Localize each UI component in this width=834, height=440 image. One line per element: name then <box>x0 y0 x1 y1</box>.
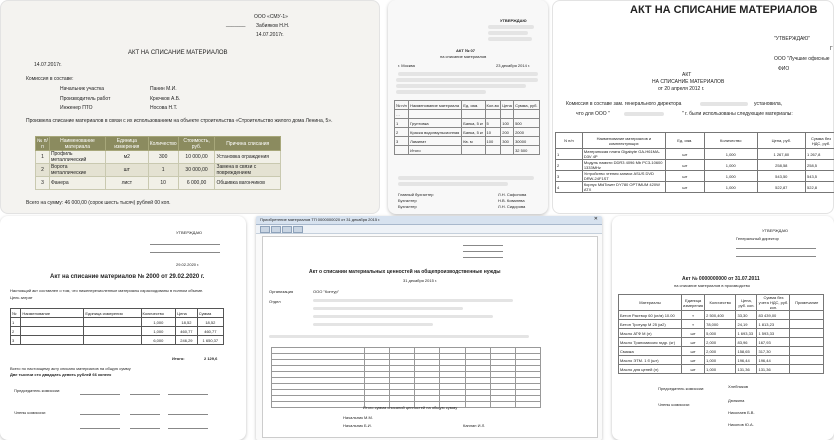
cell: 2 <box>36 164 50 177</box>
cell: 2,000 <box>705 347 736 356</box>
director-label: Генеральный директор <box>736 236 779 241</box>
cell: 1 693,33 <box>736 329 757 338</box>
table-row <box>619 338 824 347</box>
table-header: Материалы <box>619 295 682 311</box>
cell: шт <box>665 182 704 193</box>
cell: Масло ЭТМ. 1 б (шт) <box>619 356 682 365</box>
cell: 3 <box>11 336 21 345</box>
table-row <box>619 311 824 320</box>
toolbar <box>256 225 602 234</box>
table-header: Цена, руб. коп. <box>736 295 757 311</box>
image-result-5[interactable] <box>256 216 602 440</box>
cell: 33,30 <box>736 311 757 320</box>
installed-text: установила, <box>754 101 783 107</box>
total-value: 2 129,6 <box>204 356 218 361</box>
summary-text: Итого сумма списаний ценностей на общую сумму <box>363 405 458 410</box>
cell: 522,8 <box>806 182 834 193</box>
signer-name: Забияков Н.Н. <box>256 23 290 29</box>
table-header: Количество <box>141 309 176 318</box>
cell: 1,000 <box>704 160 757 171</box>
table-row <box>556 171 834 182</box>
signature-name: Начальник М.М. <box>343 415 373 420</box>
cell: Фанера <box>49 177 105 190</box>
copy-button[interactable] <box>282 226 292 233</box>
approve-date: 29.02.2020 г. <box>176 262 200 267</box>
cell: Ламинат <box>409 137 462 146</box>
cell: Материнская плата Gigabyte GA-H61MA-D3V 4P <box>582 149 665 160</box>
zoom-button[interactable] <box>293 226 303 233</box>
table-header: Единица измерения <box>682 295 705 311</box>
cell: 5 <box>485 119 501 128</box>
cell: 1 593,33 <box>757 329 790 338</box>
cell: 4 <box>556 182 583 193</box>
table-header: Ед. изм. <box>665 133 704 149</box>
doc-title: АКТ НА СПИСАНИЕ МАТЕРИАЛОВ <box>630 4 818 16</box>
cell: 1,000 <box>704 182 757 193</box>
cell: Ворота металлические <box>49 164 105 177</box>
cell: Профиль металлический <box>49 151 105 164</box>
cell: 317,30 <box>757 347 790 356</box>
table-row <box>11 327 224 336</box>
cell: 18,52 <box>197 318 223 327</box>
cell: 1,000 <box>141 327 176 336</box>
cell: 460,77 <box>197 327 223 336</box>
act-label: АКТ <box>682 72 692 78</box>
cell: 1,000 <box>705 356 736 365</box>
act-date: от 20 апреля 2012 г. <box>658 86 705 92</box>
table-row <box>36 164 281 177</box>
image-result-4[interactable] <box>0 216 246 440</box>
chair-label: Председатель комиссии: <box>14 388 61 393</box>
signature-name: Каплан И.Л. <box>463 423 486 428</box>
cell: 1 <box>11 318 21 327</box>
total-value: 32 500 <box>514 146 540 155</box>
org-value: ООО "Контур" <box>313 289 340 294</box>
close-icon[interactable]: ✕ <box>593 216 598 222</box>
doc-subtitle: на списание материалов <box>440 54 487 59</box>
member-name: Панин М.И. <box>150 86 177 92</box>
table-header: Цена <box>502 102 512 108</box>
fio-label: ФИО <box>778 66 790 72</box>
member-name: Носова Н.Т. <box>150 105 178 111</box>
members-label: Члены комиссии: <box>14 410 47 415</box>
cell: 100 <box>485 137 501 146</box>
cell: Бетон Раствор 60 (кг/м) 10.00 <box>619 311 682 320</box>
cell: Смазка <box>619 347 682 356</box>
cell: 1 <box>395 119 409 128</box>
doc-total: Всего на сумму: 46 000,00 (сорок шесть тысяч) рублей 00 коп. <box>26 200 171 206</box>
table-header: N п/п <box>556 133 583 149</box>
org-name: ООО «СМУ-1» <box>254 14 288 20</box>
materials-table <box>35 136 281 190</box>
table-row <box>11 318 224 327</box>
signature-role: Бухгалтер <box>398 198 417 203</box>
table-row <box>395 128 540 137</box>
summary-text: Всего по настоящему акту списано материалов на общую сумму <box>10 366 131 371</box>
cell: 2,000 <box>705 338 736 347</box>
member-name: Крючков А.Б. <box>150 96 181 102</box>
table-header: Наименование <box>21 309 84 318</box>
image-result-6[interactable] <box>612 216 834 440</box>
cell: 2 <box>395 128 409 137</box>
window-title: Приобретение материалов ТП 0000000020 от 31 декабря 2015 г. <box>260 217 381 222</box>
table-header: Кол-во <box>486 102 499 108</box>
doc-paragraph: Произвела списание материалов в связи с их использованием на объекте строительства «Строительство жилого дома Ленина, 5». <box>26 118 333 124</box>
table-header: Ед. изм. <box>462 101 485 110</box>
cell: шт <box>682 329 705 338</box>
member-role: Производитель работ <box>60 96 111 102</box>
commission-label: Комиссия в составе: <box>26 76 74 82</box>
signature-line: _______ <box>226 22 246 28</box>
cell: 3 <box>395 137 409 146</box>
cell: Кв. м <box>462 137 485 146</box>
table-row <box>36 177 281 190</box>
member-name: Дюнкина <box>728 398 745 403</box>
cell: Модуль памяти DDR3 4096 Mb PC3-10600 1333MHz <box>582 160 665 171</box>
cell: лист <box>105 177 148 190</box>
cell: 258,5 <box>806 160 834 171</box>
table-row <box>36 151 281 164</box>
table-header: Количество <box>704 133 757 149</box>
cell: 78,000 <box>705 320 736 329</box>
member-role: Инженер ПТО <box>60 105 93 111</box>
cell: 300 <box>148 151 178 164</box>
table-header: Наименование материала <box>409 101 462 110</box>
member-role: Начальник участка <box>60 86 105 92</box>
cell: Корпус MidTower DY780 OPTIMUM 420W ATX <box>582 182 665 193</box>
signature-name: Н.В. Ковалева <box>498 198 525 203</box>
save-button[interactable] <box>271 226 281 233</box>
cell: Устройство чтения записи ASUS DVD DRW-24F1ST <box>582 171 665 182</box>
cell: 1 267,80 <box>757 149 805 160</box>
cell: 131,36 <box>757 365 790 374</box>
table-header: Цена, руб. <box>757 133 805 149</box>
cell: Установка ограждения <box>215 151 281 164</box>
table-row <box>619 365 824 374</box>
table-row <box>619 329 824 338</box>
cell: 167,93 <box>757 338 790 347</box>
cell: 2000 <box>514 128 540 137</box>
cell: 3 <box>36 177 50 190</box>
cell: 10 <box>485 128 501 137</box>
table-row <box>619 356 824 365</box>
chair-name: Хлебников <box>728 384 749 389</box>
members-label: Члены комиссии: <box>658 402 691 407</box>
commission-text: Комиссия в составе зам. генерального директора <box>566 101 682 107</box>
doc-title: Акт № 0000000000 от 31.07.2011 <box>682 276 760 282</box>
org-label: Организация <box>269 289 294 294</box>
cell: шт <box>105 164 148 177</box>
signature-name: Л.Н. Сидорова <box>498 204 526 209</box>
cell: 10 <box>148 177 178 190</box>
image-result-2[interactable] <box>388 0 548 214</box>
signature-name: Начальник Б.И. <box>343 423 372 428</box>
table-header: Причина списания <box>215 137 281 151</box>
cell: шт <box>682 365 705 374</box>
materials-grid <box>271 347 541 408</box>
cell: Обшивка вагончиков <box>215 177 281 190</box>
table-row <box>556 160 834 171</box>
cell: 1,000 <box>704 149 757 160</box>
cell: Замена в связи с повреждением <box>215 164 281 177</box>
cell: 196,44 <box>757 356 790 365</box>
table-header: Сумма, руб. <box>514 101 540 110</box>
approve-label: УТВЕРЖДАЮ <box>176 230 203 235</box>
summary-words: Две тысячи сто двадцать девять рублей 66 копеек <box>10 372 112 377</box>
cell: 24,19 <box>736 320 757 329</box>
signature-name: Л.Н. Сафонова <box>498 192 527 197</box>
cell: 1,000 <box>705 365 736 374</box>
table-header: Стоимость, руб. <box>178 137 215 151</box>
cell: 1 267,8 <box>806 149 834 160</box>
materials-table <box>10 308 224 345</box>
written-off-text: " г. были использованы следующие материалы: <box>682 111 793 117</box>
print-button[interactable] <box>260 226 270 233</box>
materials-table <box>618 294 824 374</box>
sign-date: 14.07.2017г. <box>256 32 284 38</box>
document-view[interactable] <box>262 236 598 438</box>
purpose-label: Цель затрат <box>10 295 33 300</box>
doc-date: 14.07.2017г. <box>34 62 62 68</box>
company-name: ООО "Лучшие офисные <box>774 56 830 62</box>
cell: 1 <box>148 164 178 177</box>
cell: Масло Трансмиссия гидр. (кг) <box>619 338 682 347</box>
cell: 543,5 <box>806 171 834 182</box>
cell: 1 813,23 <box>757 320 790 329</box>
cell: 246,29 <box>176 336 198 345</box>
company-line: что для ООО " <box>576 111 610 117</box>
doc-title: АКТ НА СПИСАНИЕ МАТЕРИАЛОВ <box>128 50 228 56</box>
member-name: Николаев Б.В. <box>728 410 755 415</box>
table-header: Единица измерения <box>105 137 148 151</box>
cell: 196,44 <box>736 356 757 365</box>
table-row <box>395 119 540 128</box>
table-header: Примечание <box>790 295 824 311</box>
cell: шт <box>665 171 704 182</box>
cell: 522,87 <box>757 182 805 193</box>
cell: шт <box>665 160 704 171</box>
table-row <box>556 149 834 160</box>
table-header: Сумма без НДС, руб. <box>806 133 834 149</box>
signature-role: Главный бухгалтер <box>398 192 434 197</box>
cell: 543,50 <box>757 171 805 182</box>
image-result-3[interactable]: АКТ НА СПИСАНИЕ МАТЕРИАЛОВ "УТВЕРЖДАЮ" Г ООО "Лучшие офисные ФИО АКТ НА СПИСАНИЕ МАТЕРИАЛОВ от 20 апреля 2012 г. Комиссия в составе зам. генерального директора установила, что для ООО " " г. были использованы следующие материалы: N п/п Наименование материалов и комплектующих Ед. изм. Количество Цена, руб. Сумма без НДС, руб. 1 Материнская плата Gigabyte GA-H61MA-D3V 4P шт 1,000 1 267,80 1 267,8 2 Модуль памяти DDR3 4096 Mb PC3-10600 1333MHz шт 1,000 258,58 258,5 3 Устройство чтения записи ASUS DVD DRW-24F1ST шт 1,000 543,50 543,5 4 Корпус MidTower DY780 OPTIMUM 420W ATX шт 1,000 522,87 522,8 <box>552 0 834 214</box>
cell: Бетон Тротуар М 25 (м2) <box>619 320 682 329</box>
cell: т <box>682 320 705 329</box>
cell: шт <box>682 338 705 347</box>
cell: 500 <box>514 119 540 128</box>
cell: 30000 <box>514 137 540 146</box>
cell: Банка, 5 кг <box>463 120 484 126</box>
cell: 83,96 <box>736 338 757 347</box>
cell: 2 <box>556 160 583 171</box>
table-row <box>619 320 824 329</box>
table-header: Сумма без учета НДС, руб. коп. <box>758 295 789 310</box>
cell: 10 000,00 <box>178 151 215 164</box>
cell: шт <box>682 347 705 356</box>
cell: 200 <box>501 128 514 137</box>
doc-city: г. Москва <box>398 63 415 68</box>
table-row <box>556 182 834 193</box>
table-header: Наименование материалов и комплектующих <box>582 133 665 149</box>
table-header: Наименование материала <box>49 137 105 151</box>
total-label: Итого: <box>172 356 185 361</box>
cell: 2 <box>11 327 21 336</box>
approve-label: УТВЕРЖДАЮ <box>500 18 527 23</box>
table-header: Количество <box>148 137 178 151</box>
table-header: Единица измерения <box>84 309 141 318</box>
cell: Банка, 5 кг <box>463 129 484 135</box>
member-name: Никонов Ю.А. <box>728 422 754 427</box>
cell: т <box>682 311 705 320</box>
cell: 1 650,37 <box>197 336 223 345</box>
cell: 1 <box>556 149 583 160</box>
cell: Краска водоэмульсионная <box>409 128 462 137</box>
table-header: № п/п <box>396 102 407 108</box>
materials-table <box>555 132 834 193</box>
table-row <box>619 347 824 356</box>
table-header: Количество <box>705 295 736 311</box>
cell: м2 <box>105 151 148 164</box>
table-row <box>395 137 540 146</box>
cell: Масло АТФ M (л) <box>619 329 682 338</box>
chair-label: Председатель комиссии: <box>658 386 705 391</box>
cell: 83 439,00 <box>757 311 790 320</box>
table-header: № п/п <box>37 137 48 150</box>
cell: 3 <box>556 171 583 182</box>
doc-subtitle: на списание материалов в производство <box>674 283 750 288</box>
table-header: № <box>11 309 21 318</box>
cell: 18,52 <box>176 318 198 327</box>
cell: 460,77 <box>176 327 198 336</box>
total-label: Итого <box>409 146 462 155</box>
table-header: Цена <box>176 309 198 318</box>
doc-title: Акт на списание материалов № 2000 от 29.02.2020 г. <box>50 274 205 280</box>
cell: 5,000 <box>705 329 736 338</box>
materials-table: № п/п Наименование материала Ед. изм. Кол-во Цена Сумма, руб. … 1 Грунтовка Банка, 5 кг 5 100 500 2 Краска водоэмульсионная Банка, 5 кг 10 200 2000 3 Ламинат Кв. м 100 300 30000 Итого 32 500 <box>394 100 540 155</box>
cell: 30 000,00 <box>178 164 215 177</box>
cell: 300 <box>501 137 514 146</box>
cell: шт <box>682 356 705 365</box>
cell: 2 500,400 <box>705 311 736 320</box>
cell: 1,000 <box>704 171 757 182</box>
table-row <box>11 336 224 345</box>
cell: 258,58 <box>757 160 805 171</box>
table-header: Сумма <box>197 309 223 318</box>
cell: шт <box>665 149 704 160</box>
cell: Масло для цепей (л) <box>619 365 682 374</box>
window-titlebar <box>256 216 602 225</box>
doc-date: 31 декабря 2015 г. <box>403 278 438 283</box>
cell: 158,65 <box>736 347 757 356</box>
approve-label: "УТВЕРЖДАЮ" <box>774 36 811 42</box>
doc-title: Акт о списании материальных ценностей на общепроизводственные нужды <box>309 269 501 275</box>
cell: 6,000 <box>141 336 176 345</box>
act-subtitle: НА СПИСАНИЕ МАТЕРИАЛОВ <box>652 79 725 85</box>
doc-title: АКТ № 07 <box>456 48 476 53</box>
cell: 131,36 <box>736 365 757 374</box>
dept-label: Отдел <box>269 299 281 304</box>
cell: 1 <box>36 151 50 164</box>
cell: 1,000 <box>141 318 176 327</box>
signature-role: Бухгалтер <box>398 204 417 209</box>
cell: 100 <box>501 119 514 128</box>
doc-date: 23 декабря 2014 г. <box>496 63 531 68</box>
cell: 6 000,00 <box>178 177 215 190</box>
image-result-1[interactable] <box>0 0 380 214</box>
approve-label: УТВЕРЖДАЮ <box>762 228 789 233</box>
cell: Грунтовка <box>409 119 462 128</box>
doc-intro: Настоящий акт составлен о том, что нижеперечисленные материалы израсходованы в полном объеме. <box>10 288 204 293</box>
